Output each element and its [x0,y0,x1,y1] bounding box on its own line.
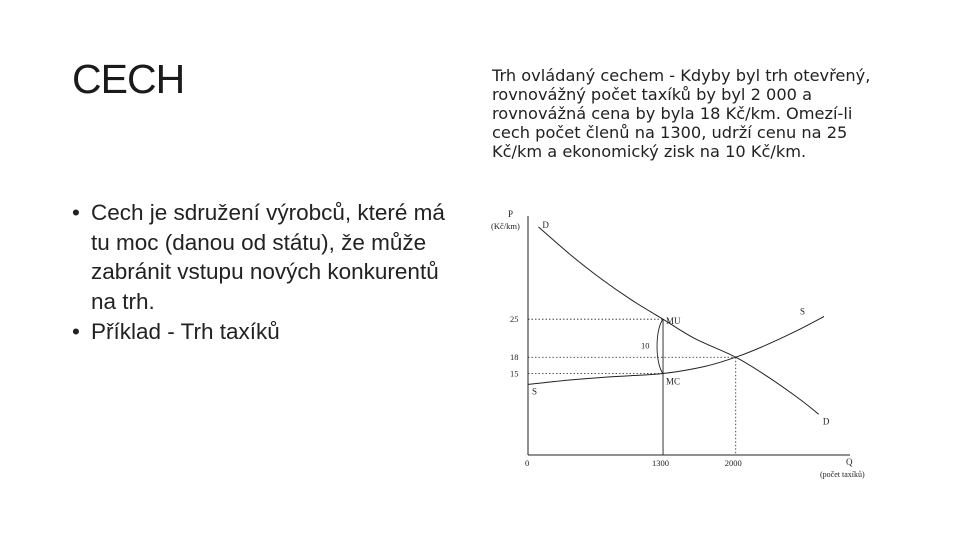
slide-title: CECH [72,56,185,102]
y-tick-label: 15 [510,368,519,379]
taxi-market-chart [478,198,888,493]
supply-curve [528,317,824,385]
demand-end-label: D [822,416,830,427]
gap-label: 10 [641,340,650,351]
demand-top-label: D [542,219,549,230]
bullet-list [72,198,462,346]
gap-brace [657,319,663,373]
x-tick-label: 2000 [724,458,742,468]
bullet-item: • Cech je sdružení výrobců, které má tu moc (danou od státu), že může zabránit vstupu nových konkurentů na trh. [72,198,462,317]
market-description: Trh ovládaný cechem - Kdyby byl trh otevřený, rovnovážný počet taxíků by byl 2 000 a rovnovážná cena by byla 18 Kč/km. Omezí-li cech počet členů na 1300, udrží cenu na 25 Kč/km a ekonomický zisk na 10 Kč/km. [492,66,871,162]
bullet-item: • Příklad - Trh taxíků [72,317,462,347]
y-tick-label: 18 [510,352,519,363]
x-axis-unit: (počet taxíků) [820,470,865,479]
x-tick-label: 1300 [652,458,670,468]
x-axis-label: Q [846,457,853,467]
supply-end-label: S [800,306,806,317]
mc-label: MC [666,376,681,387]
supply-start-label: S [532,386,538,397]
mu-label: MU [666,316,681,327]
y-tick-label: 25 [510,314,519,325]
origin-label: 0 [525,458,530,468]
y-axis-unit: (Kč/km) [491,221,520,231]
y-axis-label: P [508,209,514,219]
